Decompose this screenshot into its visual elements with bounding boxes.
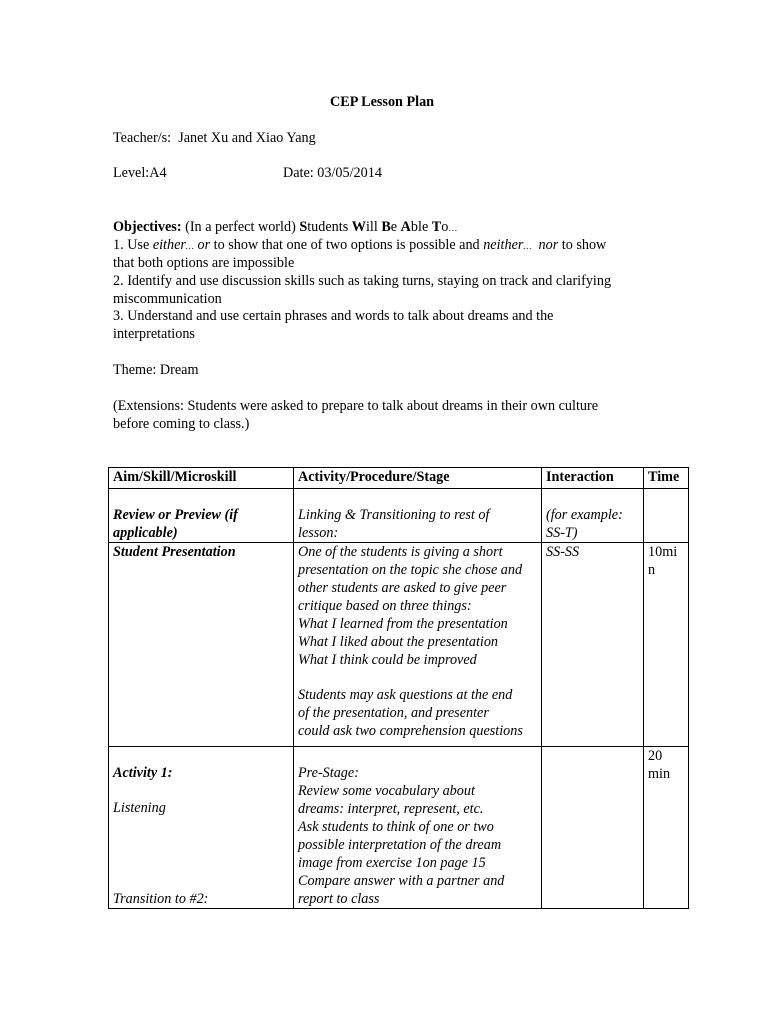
row1-time: [644, 489, 689, 543]
extensions-cont: before coming to class.): [113, 416, 250, 432]
table-row: [109, 489, 689, 543]
header-activity: Activity/Procedure/Stage: [294, 468, 542, 489]
objectives-intro: (In a perfect world): [185, 219, 296, 235]
level-line: [113, 164, 167, 182]
swbat: Students Will Be Able To…: [299, 219, 459, 235]
row2-activity: One of the students is giving a short presentation on the topic she chose and other students are asked to give peer critique based on three things: What I learned from the presentation What I liked about the presentation What I think could be improved Students may ask questions at the end of the presentation, and presenter could ask two comprehension questions: [294, 543, 542, 747]
row2-time: 10mi n: [644, 543, 689, 747]
table-header-row: [109, 468, 689, 489]
header-time: Time: [644, 468, 689, 489]
row3-activity: Pre-Stage: Review some vocabulary about dreams: interpret, represent, etc. Ask students to think of one or two possible interpretation of the dream image from exercise 1on page 15 Compare answer with a partner and report to class: [294, 747, 542, 909]
teacher-value: Janet Xu and Xiao Yang: [178, 130, 316, 146]
header-aim: Aim/Skill/Microskill: [109, 468, 294, 489]
objective-2-cont: miscommunication: [113, 291, 222, 307]
row1-interaction: (for example: SS-T): [542, 489, 644, 543]
row3-interaction: [542, 747, 644, 909]
lesson-table: [108, 467, 689, 909]
date-value: 03/05/2014: [317, 165, 382, 181]
page-title: CEP Lesson Plan: [330, 94, 435, 110]
row1-activity: Linking & Transitioning to rest of lesson:: [294, 489, 542, 543]
table-row: [109, 543, 689, 747]
row2-aim: Student Presentation: [109, 543, 294, 747]
date-line: [283, 164, 382, 182]
extensions: (Extensions: Students were asked to prepare to talk about dreams in their own culture: [113, 398, 599, 414]
theme: Theme: Dream: [113, 362, 199, 378]
objectives-heading: [113, 218, 458, 237]
table-row: [109, 747, 689, 909]
date-label: Date:: [283, 165, 314, 181]
row3-aim: Activity 1: Listening Transition to #2:: [109, 747, 294, 909]
row2-interaction: SS-SS: [542, 543, 644, 747]
row3-skill: Listening: [113, 800, 166, 816]
objective-2: 2. Identify and use discussion skills such as taking turns, staying on track and clarifying: [113, 273, 612, 289]
teacher-label: Teacher/s:: [113, 130, 172, 146]
row3-time: 20 min: [644, 747, 689, 909]
header-interaction: Interaction: [542, 468, 644, 489]
objective-3: 3. Understand and use certain phrases and words to talk about dreams and the: [113, 308, 554, 324]
level-value: A4: [149, 165, 167, 181]
teacher-line: [113, 129, 316, 147]
objectives-label: Objectives:: [113, 219, 182, 235]
objective-3-cont: interpretations: [113, 326, 195, 342]
row1-aim: Review or Preview (if applicable): [109, 489, 294, 543]
row3-transition: Transition to #2:: [113, 891, 209, 907]
objective-1: 1. Use either… or to show that one of two options is possible and neither… nor to show: [113, 237, 607, 253]
objective-1-cont: that both options are impossible: [113, 255, 295, 271]
level-label: Level:: [113, 165, 150, 181]
